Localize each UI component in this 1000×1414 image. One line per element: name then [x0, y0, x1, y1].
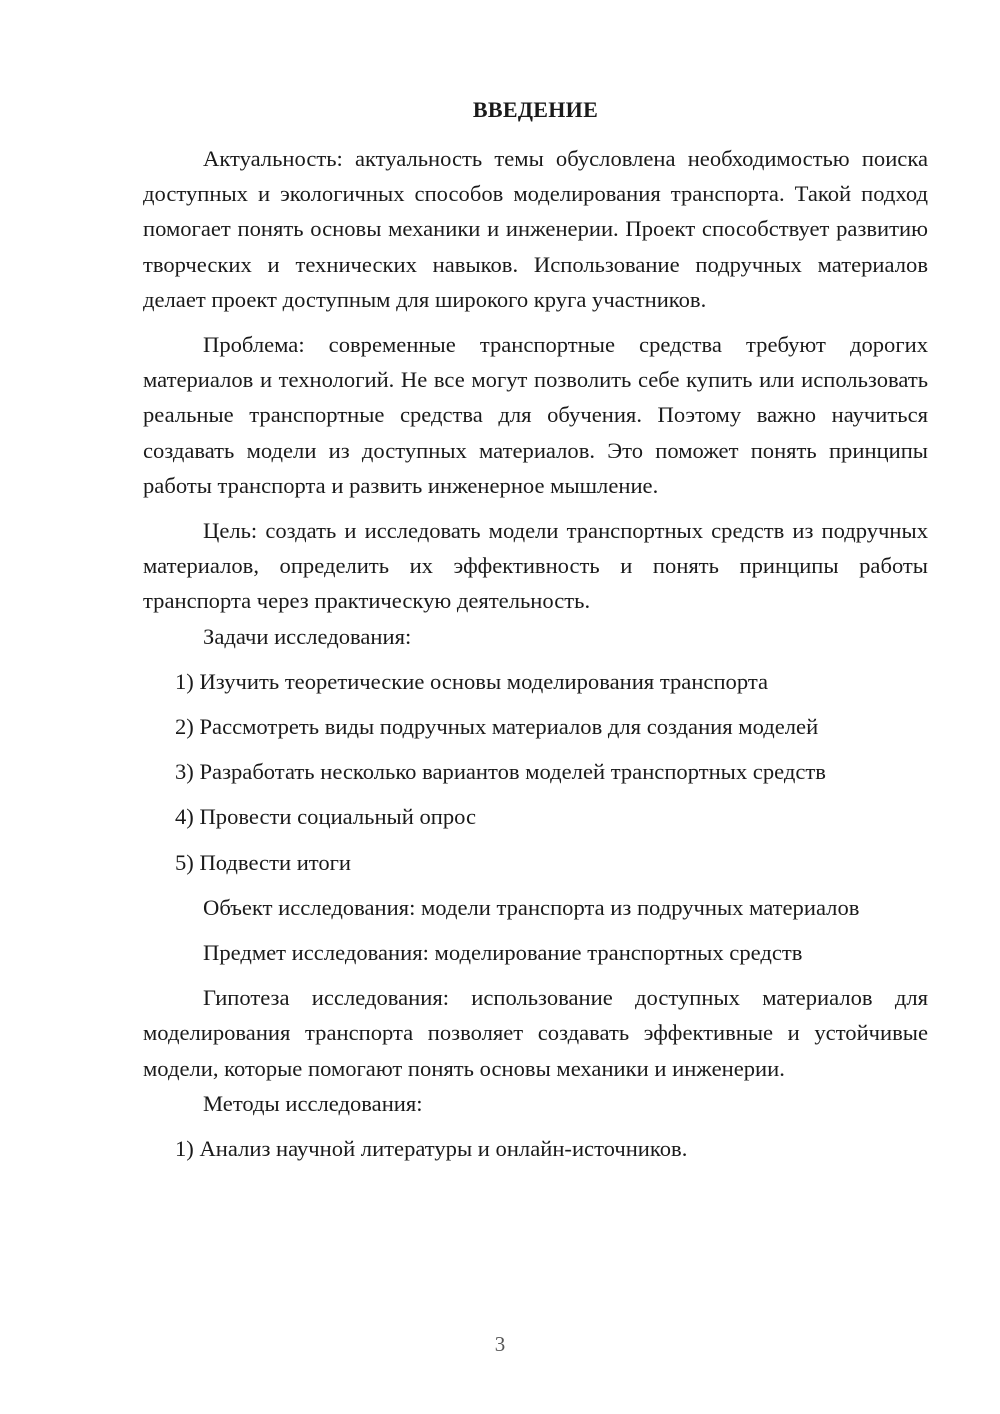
document-page — [143, 94, 928, 1166]
task-item-5: 5) Подвести итоги — [175, 849, 352, 875]
page-number: 3 — [494, 1332, 506, 1356]
methods-heading: Методы исследования: — [203, 1090, 423, 1116]
task-item-2: 2) Рассмотреть виды подручных материалов для создания моделей — [175, 714, 819, 740]
problem-paragraph: Проблема: современные транспортные средства требуют дорогих материалов и технологий. Не все могут позволить себе купить или использовать реальные транспортные средства для обучения. Поэтому важно научиться создавать модели из доступных материалов. Это поможет понять принципы работы транспорта и развить инженерное мышление. — [143, 332, 928, 498]
hypothesis-paragraph: Гипотеза исследования: использование доступных материалов для моделирования транспорта позволяет создавать эффективные и устойчивые модели, которые помогают понять основы механики и инженерии. — [143, 985, 928, 1081]
subject-line: Предмет исследования: моделирование транспортных средств — [203, 940, 803, 966]
page-title: ВВЕДЕНИЕ — [472, 97, 599, 122]
relevance-paragraph: Актуальность: актуальность темы обусловлена необходимостью поиска доступных и экологичных способов моделирования транспорта. Такой подход помогает понять основы механики и инженерии. Проект способствует развитию творческих и технических навыков. Использование подручных материалов делает проект доступным для широкого круга участников. — [143, 146, 928, 312]
task-item-4: 4) Провести социальный опрос — [175, 804, 477, 830]
tasks-heading: Задачи исследования: — [203, 623, 412, 649]
task-item-1: 1) Изучить теоретические основы моделирования транспорта — [175, 668, 769, 694]
method-item-1: 1) Анализ научной литературы и онлайн-источников. — [175, 1136, 688, 1162]
object-line: Объект исследования: модели транспорта из подручных материалов — [203, 894, 860, 920]
task-item-3: 3) Разработать несколько вариантов моделей транспортных средств — [175, 759, 826, 785]
goal-paragraph: Цель: создать и исследовать модели транспортных средств из подручных материалов, определить их эффективность и понять принципы работы транспорта через практическую деятельность. — [143, 518, 928, 614]
